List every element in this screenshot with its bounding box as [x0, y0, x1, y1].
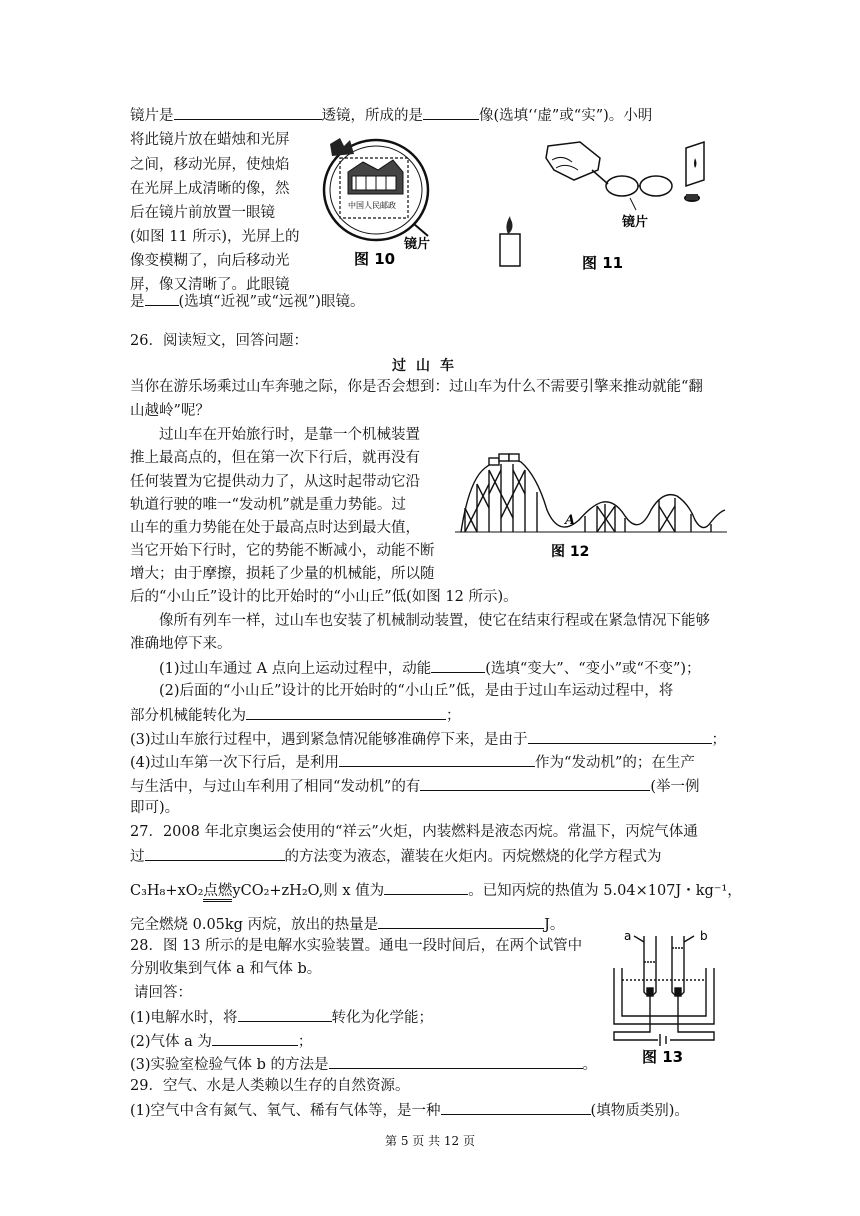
q25-blank-glasses-type[interactable] [145, 290, 179, 306]
q26-para3-0: 像所有列车一样，过山车也安装了机械制动装置，使它在结束行程或在紧急情况下能够 [159, 613, 710, 629]
fig12-point-a: A [565, 513, 576, 528]
fig10-lens-label: 镜片 [404, 237, 431, 252]
screen-illustration [684, 142, 704, 202]
q25-wrap-2: 在光屏上成清晰的像，然 [130, 181, 290, 197]
q25-wrap-1: 之间，移动光屏，使烛焰 [130, 157, 290, 173]
q28-line1: 28．图 13 所示的是电解水实验装置。通电一段时间后，在两个试管中 [130, 938, 583, 954]
page-footer: 第 5 页 共 12 页 [385, 1134, 475, 1148]
q25-last-line: 是 (选填“近视”或“远视”)眼镜。 [130, 290, 364, 312]
q27-line2: 过 的方法变为液态，灌装在火炬内。丙烷燃烧的化学方程式为 [130, 845, 662, 867]
q28-blank-gas-a[interactable] [212, 1030, 298, 1046]
fig13-label-b: b [700, 929, 708, 943]
figure-10 [318, 132, 448, 272]
q25-wrap-5: 像变模糊了，向后移动光 [130, 253, 290, 269]
q26-s4-line1: (4)过山车第一次下行后，是利用 作为“发动机”的；在生产 [130, 751, 695, 773]
figure-11 [490, 140, 730, 270]
q27-eq-right: yCO₂+zH₂O,则 x 值为 [232, 883, 385, 899]
q26-s2-1: 部分机械能转化为 ； [130, 704, 461, 726]
q27-blank-x-value[interactable] [384, 879, 468, 895]
roller-coaster-illustration [455, 454, 727, 532]
q25-blank-image-type[interactable] [423, 104, 479, 120]
hand-glasses-illustration [546, 142, 672, 210]
q26-para2-6: 增大；由于摩擦，损耗了少量的机械能，所以随 [130, 566, 435, 582]
fig11-caption: 图 11 [582, 254, 624, 272]
fig10-caption: 图 10 [354, 250, 396, 268]
q28-line3: 请回答： [134, 985, 192, 1001]
q26-s4-line2: 与生活中，与过山车利用了相同“发动机”的有 (举一例 [130, 775, 700, 797]
fig13-caption: 图 13 [642, 1048, 684, 1066]
q26-para2-4: 山车的重力势能在处于最高点时达到最大值， [130, 520, 420, 536]
q27-eq-left: C₃H₈+xO₂ [130, 883, 204, 899]
q27-blank-liquefy-method[interactable] [145, 845, 285, 861]
q26-para2-1: 推上最高点的，但在第一次下行后，就再没有 [130, 450, 420, 466]
q29-blank-substance-type[interactable] [441, 1099, 591, 1115]
q26-para2-7: 后的“小山丘”设计的比开始时的“小山丘”低(如图 12 所示)。 [130, 589, 518, 605]
q26-para2-2: 任何装置为它提供动力了，从这时起带动它沿 [130, 474, 420, 490]
fig12-caption: 图 12 [551, 544, 590, 560]
q26-blank-example[interactable] [420, 775, 650, 791]
q26-para3-1: 准确地停下来。 [130, 636, 232, 652]
fig11-lens-label: 镜片 [622, 215, 649, 230]
q27-equation-line: C₃H₈+xO₂点燃yCO₂+zH₂O,则 x 值为 。已知丙烷的热值为 5.04×107J・kg⁻¹， [130, 879, 742, 901]
q28-s3: (3)实验室检验气体 b 的方法是 。 [130, 1053, 597, 1075]
q28-blank-energy-form[interactable] [238, 1006, 332, 1022]
fig13-label-a: a [624, 929, 632, 943]
magnifier-lens-illustration [324, 138, 428, 240]
q26-para1-1: 山越岭”呢？ [130, 403, 210, 419]
q26-blank-brake-reason[interactable] [528, 728, 712, 744]
q26-para2-0: 过山车在开始旅行时，是靠一个机械装置 [159, 427, 420, 443]
fig10-stamp-text: 中国人民邮政 [348, 201, 396, 210]
q27-blank-heat[interactable] [378, 913, 544, 929]
q27-line4: 完全燃烧 0.05kg 丙烷，放出的热量是 J。 [130, 913, 564, 935]
q26-intro: 26．阅读短文，回答问题： [130, 333, 308, 349]
q26-para1-0: 当你在游乐场乘过山车奔驰之际，你是否会想到：过山车为什么不需要引擎来推动就能“翻 [130, 379, 703, 395]
q26-article-title: 过山车 [392, 358, 464, 374]
electrolysis-apparatus-illustration [614, 936, 714, 1046]
q25-wrap-3: 后在镜片前放置一眼镜 [130, 205, 275, 221]
q25-line1: 镜片是 透镜，所成的是 像(选填‘‘虚”或“实”)。小明 [130, 104, 652, 126]
q28-blank-test-method[interactable] [329, 1053, 583, 1069]
figure-13 [608, 929, 728, 1066]
q26-s4-line3: 即可)。 [130, 800, 180, 816]
q27-eq-condition: 点燃 [203, 883, 232, 902]
figure-12 [455, 440, 735, 562]
q27-line1: 27．2008 年北京奥运会使用的“祥云”火炬，内装燃料是液态丙烷。常温下，丙烷气体通 [130, 824, 698, 840]
q25-wrap-4: (如图 11 所示)，光屏上的 [130, 229, 300, 245]
q28-s2: (2)气体 a 为 ； [130, 1030, 312, 1052]
q26-blank-kinetic-energy[interactable] [431, 657, 485, 673]
q25-wrap-6: 屏，像又清晰了。此眼镜 [130, 277, 290, 293]
q26-blank-engine[interactable] [339, 751, 535, 767]
q26-s3: (3)过山车旅行过程中，遇到紧急情况能够准确停下来，是由于 ； [130, 728, 726, 750]
q26-para2-5: 当它开始下行时，它的势能不断减小，动能不断 [130, 543, 435, 559]
q28-s1: (1)电解水时，将 转化为化学能； [130, 1006, 433, 1028]
q26-para2-3: 轨道行驶的唯一“发动机”就是重力势能。过 [130, 497, 406, 513]
q29-line1: 29．空气、水是人类赖以生存的自然资源。 [130, 1078, 410, 1094]
q28-line2: 分别收集到气体 a 和气体 b。 [130, 961, 322, 977]
q29-s1: (1)空气中含有氮气、氧气、稀有气体等，是一种 (填物质类别)。 [130, 1099, 689, 1121]
q26-blank-energy-conversion[interactable] [246, 704, 446, 720]
candle-illustration [500, 216, 520, 266]
q25-wrap-0: 将此镜片放在蜡烛和光屏 [130, 132, 290, 148]
q26-s1: (1)过山车通过 A 点向上运动过程中，动能 (选填“变大”、“变小”或“不变”)； [159, 657, 701, 679]
q25-blank-lens-type[interactable] [174, 104, 322, 120]
q26-s2-0: (2)后面的“小山丘”设计的比开始时的“小山丘”低，是由于过山车运动过程中，将 [159, 683, 674, 699]
